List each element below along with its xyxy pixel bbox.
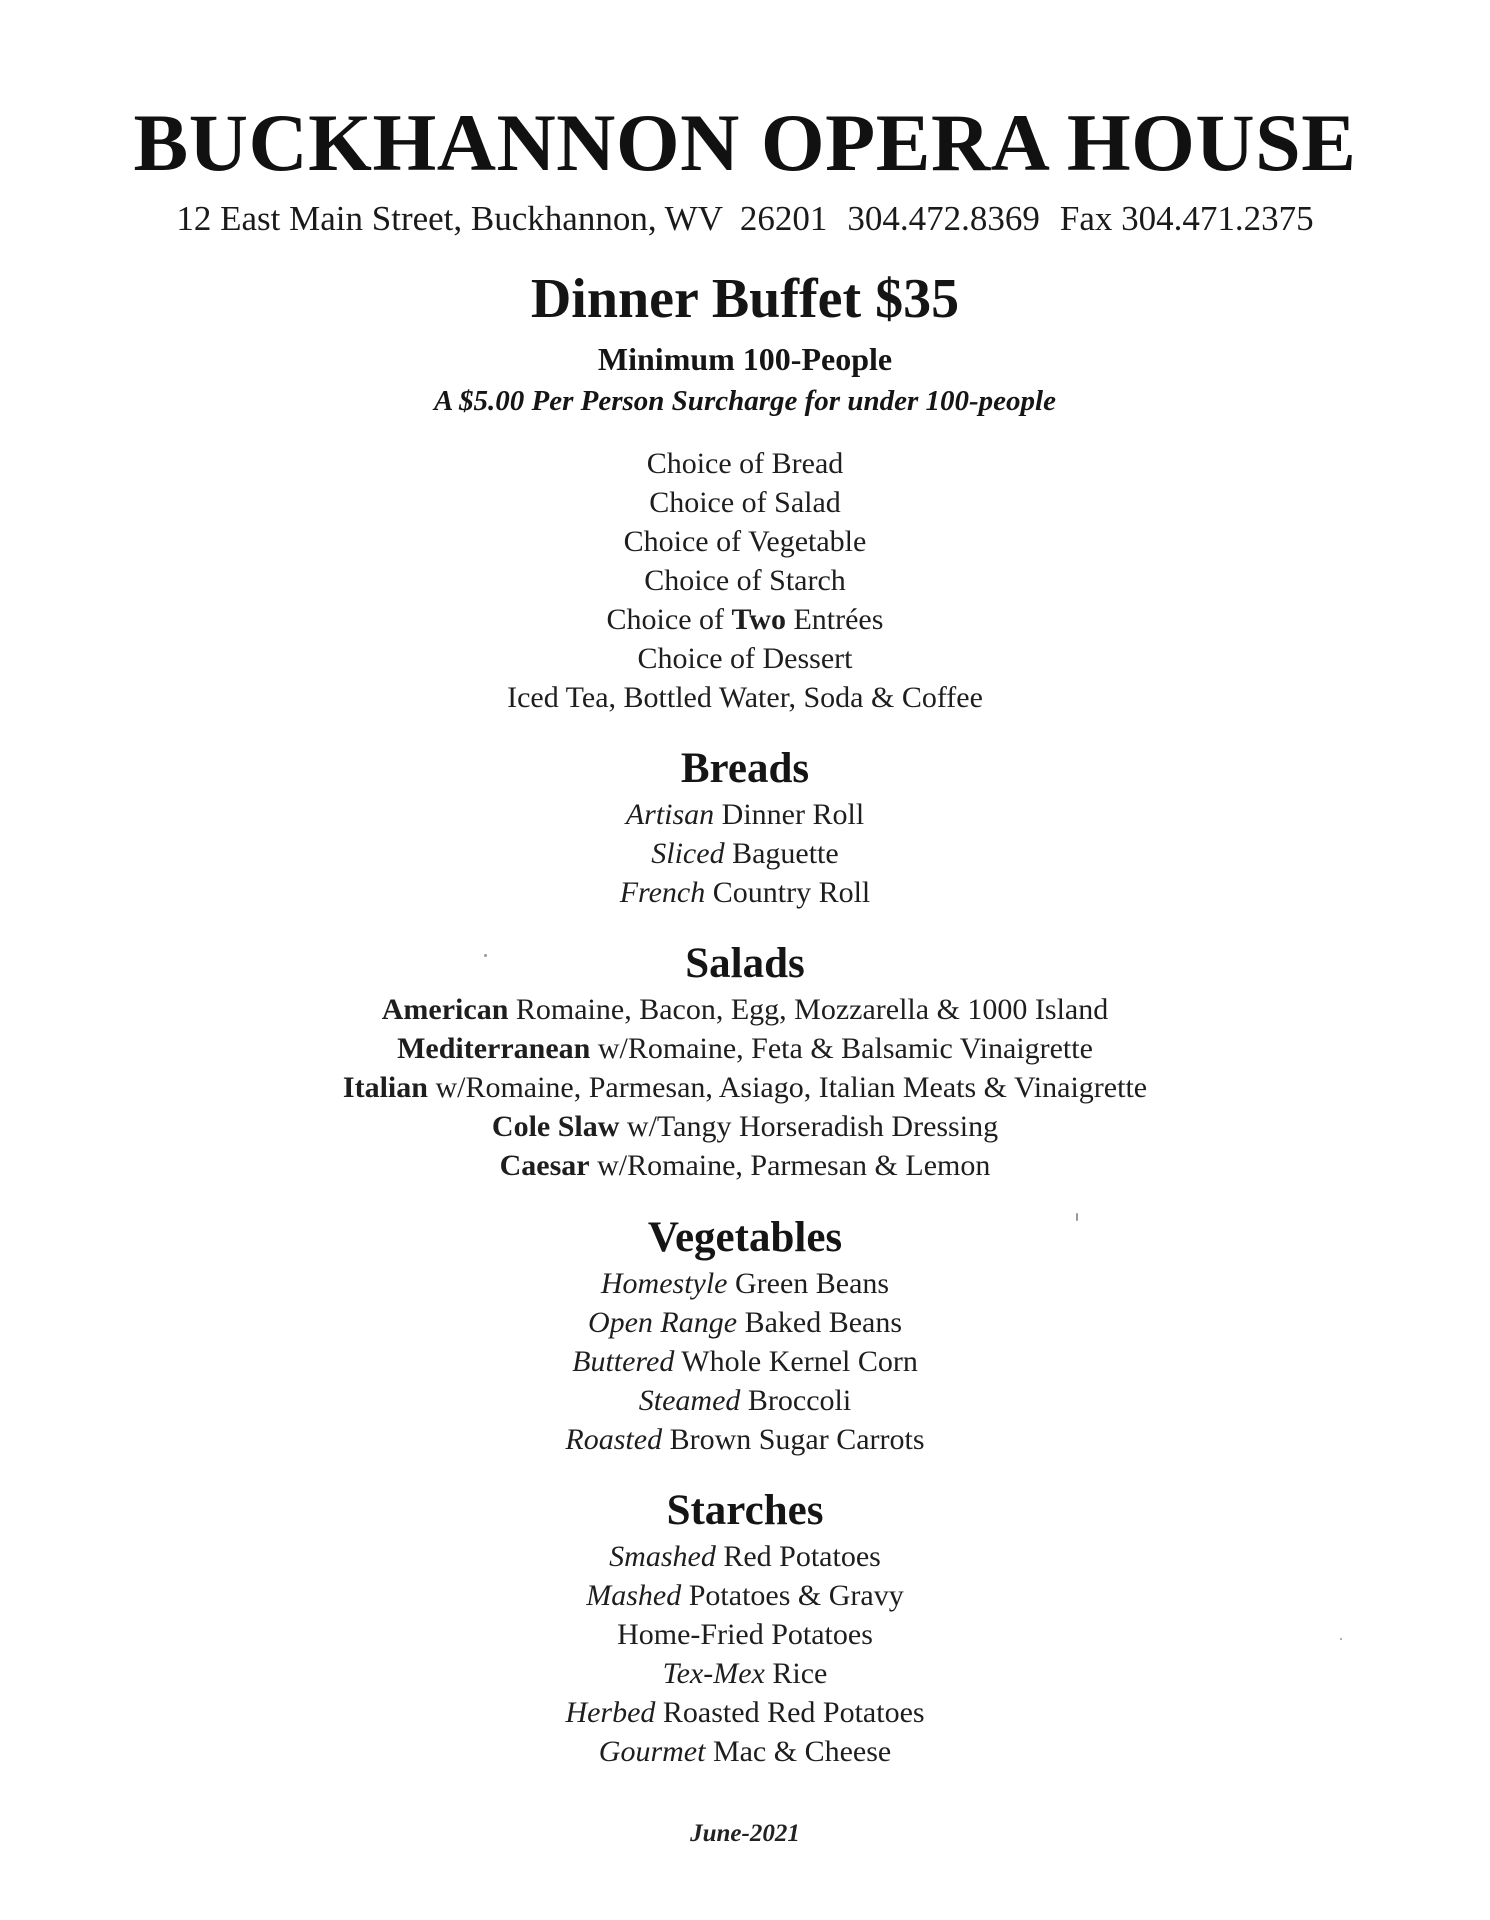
list-item: Home-Fried Potatoes [617,1618,873,1651]
contact-line [0,200,1490,239]
list-item: Homestyle Green Beans [600,1267,890,1300]
scan-speck [1076,1213,1078,1221]
list-item: Gourmet Mac & Cheese [598,1735,892,1768]
section-heading: Salads [685,940,805,987]
list-item: Steamed Broccoli [638,1384,852,1417]
list-item: Smashed Red Potatoes [609,1540,881,1573]
section-heading: Vegetables [647,1214,843,1261]
list-item: Italian w/Romaine, Parmesan, Asiago, Italian Meats & Vinaigrette [342,1071,1148,1104]
list-item: Open Range Baked Beans [587,1306,903,1339]
list-item: Choice of Two Entrées [606,603,884,636]
list-item: French Country Roll [619,876,871,909]
list-item: Mediterranean w/Romaine, Feta & Balsamic Vinaigrette [397,1032,1093,1065]
section-heading: Starches [666,1487,824,1534]
list-item: Roasted Brown Sugar Carrots [565,1423,925,1456]
list-item: Herbed Roasted Red Potatoes [565,1696,925,1729]
list-item: Buttered Whole Kernel Corn [572,1345,918,1378]
list-item: Choice of Dessert [637,642,853,675]
list-item: Choice of Starch [644,564,846,597]
salads-section [0,938,1490,1185]
list-item: Mashed Potatoes & Gravy [586,1579,904,1612]
venue-address: 12 East Main Street, Buckhannon, WV 26201 [176,199,828,238]
list-item: Sliced Baguette [651,837,839,870]
list-item: Cole Slaw w/Tangy Horseradish Dressing [491,1110,999,1143]
vegetables-section [0,1212,1490,1459]
list-item: American Romaine, Bacon, Egg, Mozzarella & 1000 Island [381,993,1109,1026]
list-item: Choice of Bread [646,447,844,480]
list-item: Tex-Mex Rice [662,1657,828,1690]
scan-speck [1340,1638,1342,1640]
list-item: Artisan Dinner Roll [625,798,865,831]
list-item: Choice of Salad [649,486,841,519]
scan-speck [484,954,487,957]
revision-date: June-2021 [690,1820,800,1847]
venue-phone: 304.472.8369 [847,199,1040,238]
list-item: Choice of Vegetable [623,525,867,558]
salads-list [0,990,1490,1185]
starches-list [0,1537,1490,1771]
list-item: Caesar w/Romaine, Parmesan & Lemon [499,1149,991,1182]
buffet-title: Dinner Buffet $35 [530,268,960,330]
section-heading: Breads [680,745,810,792]
included-list [0,444,1490,717]
venue-fax: Fax 304.471.2375 [1059,199,1314,238]
breads-list [0,795,1490,912]
venue-title: BUCKHANNON OPERA HOUSE [133,97,1357,188]
starches-section [0,1485,1490,1771]
list-item: Iced Tea, Bottled Water, Soda & Coffee [507,681,983,714]
surcharge-note: A $5.00 Per Person Surcharge for under 100-people [434,385,1056,417]
vegetables-list [0,1264,1490,1459]
breads-section [0,743,1490,912]
minimum-guests: Minimum 100-People [597,341,893,377]
